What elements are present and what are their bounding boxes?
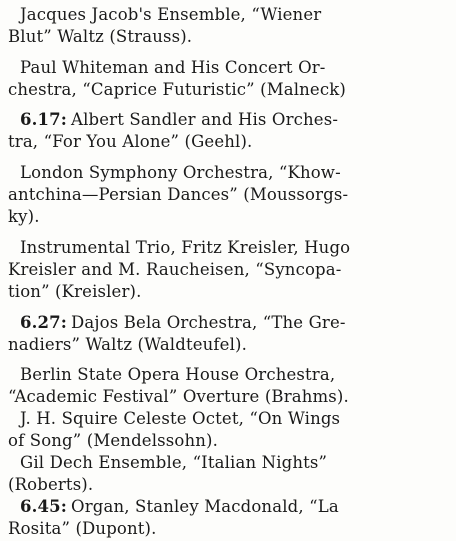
listing-entry bbox=[8, 408, 452, 452]
listing-line: chestra, “Caprice Futuristic” (Malneck) bbox=[8, 80, 346, 99]
listing-line: 6.45: Organ, Stanley Macdonald, “La bbox=[20, 497, 339, 516]
listing-line: London Symphony Orchestra, “Khow- bbox=[20, 163, 341, 182]
listing-line: of Song” (Mendelssohn). bbox=[8, 431, 218, 450]
listing-line: J. H. Squire Celeste Octet, “On Wings bbox=[20, 409, 341, 428]
listing-line: ky). bbox=[8, 207, 40, 226]
listing-line: 6.17: Albert Sandler and His Orches- bbox=[20, 110, 339, 129]
listing-entry bbox=[8, 237, 452, 303]
listing-line: Kreisler and M. Raucheisen, “Syncopa- bbox=[8, 260, 342, 279]
listing-line: 6.27: Dajos Bela Orchestra, “The Gre- bbox=[20, 313, 346, 332]
listing-line: tion” (Kreisler). bbox=[8, 282, 142, 301]
listing-entry bbox=[8, 57, 452, 101]
listing-entry bbox=[8, 312, 452, 356]
listing-line: Gil Dech Ensemble, “Italian Nights” bbox=[20, 453, 328, 472]
listing-line: Berlin State Opera House Orchestra, bbox=[20, 365, 336, 384]
time-label: 6.45: bbox=[20, 497, 68, 516]
listing-line: antchina—Persian Dances” (Moussorgs- bbox=[8, 185, 349, 204]
listing-line: nadiers” Waltz (Waldteufel). bbox=[8, 335, 248, 354]
listing-entry bbox=[8, 109, 452, 153]
listing-entry bbox=[8, 162, 452, 228]
listing-line: tra, “For You Alone” (Geehl). bbox=[8, 132, 253, 151]
listing-entry bbox=[8, 452, 452, 496]
listing-line: Paul Whiteman and His Concert Or- bbox=[20, 58, 326, 77]
listing-line: “Academic Festival” Overture (Brahms). bbox=[8, 387, 349, 406]
listing-line: Jacques Jacob's Ensemble, “Wiener bbox=[20, 5, 322, 24]
listing-line: (Roberts). bbox=[8, 475, 94, 494]
listing-line: Instrumental Trio, Fritz Kreisler, Hugo bbox=[20, 238, 351, 257]
time-label: 6.17: bbox=[20, 110, 68, 129]
listing-entry bbox=[8, 364, 452, 408]
listing-line: Blut” Waltz (Strauss). bbox=[8, 27, 193, 46]
listing-line: Rosita” (Dupont). bbox=[8, 519, 157, 538]
listing-entry bbox=[8, 4, 452, 48]
listing-entry bbox=[8, 496, 452, 540]
time-label: 6.27: bbox=[20, 313, 68, 332]
